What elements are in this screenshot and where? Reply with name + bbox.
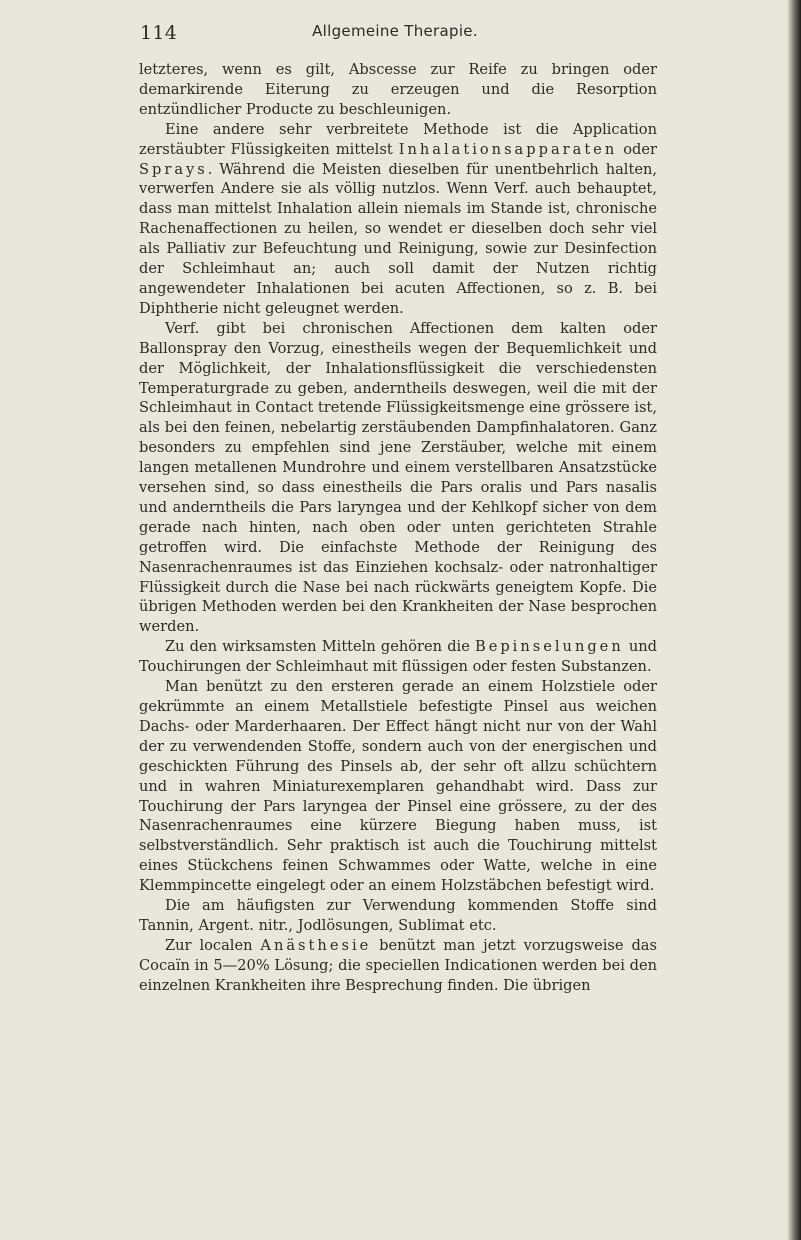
text-segment: Zu den wirksamsten Mitteln gehören die	[165, 638, 475, 656]
paragraph	[139, 936, 657, 996]
text-segment: Man benützt zu den ersteren gerade an einem Holzstiele oder gekrümmte an einem Metallstiele befestigte Pinsel aus weichen Dachs- oder Marderhaaren. Der Effect hängt nicht nur von der Wahl der zu verwendenden Stoffe, sondern auch von der energischen und geschickten Führung des Pinsels ab, der sehr oft allzu schüchtern und in wahren Miniaturexemplaren gehandhabt wird. Dass zur Touchirung der Pars laryngea der Pinsel eine grössere, zu der des Nasenrachenraumes eine kürzere Biegung haben muss, ist selbstverständlich. Sehr praktisch ist auch die Touchirung mittelst eines Stückchens feinen Schwammes oder Watte, welche in eine Klemmpincette eingelegt oder an einem Holzstäbchen befestigt wird.	[139, 678, 657, 895]
text-segment: . Während die Meisten dieselben für unentbehrlich halten, verwerfen Andere sie als völlig nutzlos. Wenn Verf. auch behauptet, dass man mittelst Inhalation allein niemals im Stande ist, chronische Rachenaffectionen zu heilen, so wendet er dieselben doch sehr viel als Palliativ zur Befeuchtung und Reinigung, sowie zur Desinfection der Schleimhaut an; auch soll damit der Nutzen richtig angewendeter Inhalationen bei acuten Affectionen, so z. B. bei Diphtherie nicht geleugnet werden.	[139, 160, 657, 317]
text-segment: Die am häufigsten zur Verwendung kommenden Stoffe sind Tannin, Argent. nitr., Jodlösungen, Sublimat etc.	[139, 897, 657, 934]
paragraph	[139, 60, 657, 120]
emphasized-term: Anästhesie	[260, 936, 372, 954]
text-segment: benützt man jetzt vorzugsweise das Cocaïn in 5—20% Lösung; die speciellen Indicationen werden bei den einzelnen Krankheiten ihre Besprechung finden. Die übrigen	[139, 936, 657, 994]
text-segment: Eine andere sehr verbreitete Methode ist die Application zerstäubter Flüssigkeiten mittelst	[139, 120, 657, 158]
body-text	[139, 60, 657, 996]
paragraph	[139, 319, 657, 638]
paragraph	[139, 120, 657, 319]
page-number: 114	[140, 22, 178, 44]
paragraph	[139, 637, 657, 677]
page-edge-shadow	[787, 0, 801, 1240]
emphasized-term: Inhalationsapparaten	[398, 140, 618, 158]
emphasized-term: Sprays	[139, 160, 208, 178]
text-segment: Verf. gibt bei chronischen Affectionen dem kalten oder Ballonspray den Vorzug, einestheils wegen der Bequemlichkeit und der Möglichkeit, der Inhalationsflüssigkeit die verschiedensten Temperaturgrade zu geben, anderntheils deswegen, weil die mit der Schleimhaut in Contact tretende Flüssigkeitsmenge eine grössere ist, als bei den feinen, nebelartig zerstäubenden Dampfinhalatoren. Ganz besonders zu empfehlen sind jene Zerstäuber, welche mit einem langen metallenen Mundrohre und einem verstellbaren Ansatzstücke versehen sind, so dass einestheils die Pars oralis und Pars nasalis und anderntheils die Pars laryngea und der Kehlkopf sicher von dem gerade nach hinten, nach oben oder unten gerichteten Strahle getroffen wird. Die einfachste Methode der Reinigung des Nasenrachenraumes ist das Einziehen kochsalz- oder natronhaltiger Flüssigkeit durch die Nase bei nach rückwärts geneigtem Kopfe. Die übrigen Methoden werden bei den Krankheiten der Nase besprochen werden.	[139, 319, 657, 636]
text-segment: Zur localen	[165, 936, 261, 954]
paragraph	[139, 677, 657, 896]
text-segment: letzteres, wenn es gilt, Abscesse zur Reife zu bringen oder demarkirende Eiterung zu erzeugen und die Resorption entzündlicher Producte zu beschleunigen.	[139, 61, 657, 118]
running-head: Allgemeine Therapie.	[312, 22, 478, 40]
paragraph	[139, 896, 657, 936]
emphasized-term: Bepinselungen	[474, 638, 624, 656]
text-segment: und Touchirungen der Schleimhaut mit flüssigen oder festen Substanzen.	[139, 638, 658, 676]
text-segment: oder	[617, 140, 657, 158]
